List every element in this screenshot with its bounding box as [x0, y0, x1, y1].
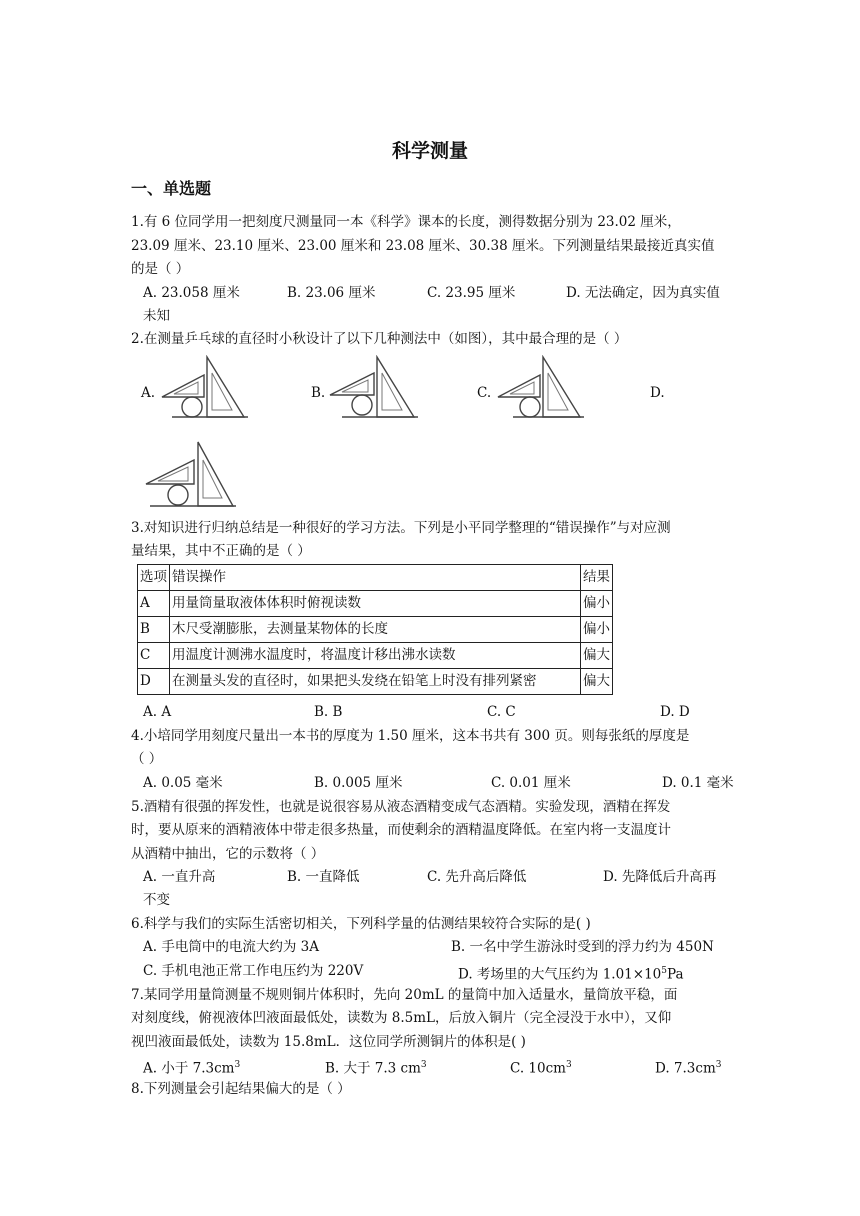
q4-option-a: A. 0.05 毫米: [143, 775, 223, 791]
table-row: [138, 617, 613, 643]
table-cell: 在测量头发的直径时，如果把头发绕在铅笔上时没有排列紧密: [170, 669, 581, 695]
q7-option-c: C. $10cm^3$: [510, 1060, 572, 1077]
table-cell: A: [138, 591, 170, 617]
q1-line-3: 的是（ ）: [131, 261, 190, 277]
q1-option-d: D. 无法确定，因为真实值: [566, 285, 720, 301]
table-cell: C: [138, 643, 170, 669]
q2-figure-c: [488, 355, 588, 425]
table-cell: 用量筒量取液体体积时俯视读数: [170, 591, 581, 617]
q7-option-a: A. 小于 $7.3cm^3$: [143, 1060, 241, 1077]
q6-option-d: D. 考场里的大气压约为 $1.01\times 10^5Pa$: [458, 966, 684, 983]
q1-option-d-cont: 未知: [143, 308, 170, 324]
q6-option-b: B. 一名中学生游泳时受到的浮力约为 450N: [451, 939, 714, 955]
table-header-cell: 选项: [138, 565, 170, 591]
q2-figure-a: [152, 355, 252, 425]
table-header-cell: 结果: [581, 565, 613, 591]
q3-line-2: 量结果，其中不正确的是（ ）: [131, 543, 311, 559]
q5-option-d-cont: 不变: [143, 892, 170, 908]
q5-option-a: A. 一直升高: [143, 869, 216, 885]
q3-table: [137, 564, 613, 695]
q2-label-a: A.: [141, 385, 156, 401]
q7-line-1: 7.某同学用量筒测量不规则铜片体积时，先向 20mL 的量筒中加入适量水，量筒放平稳，面: [131, 987, 678, 1003]
q3-option-c: C. C: [487, 704, 516, 720]
table-row: [138, 643, 613, 669]
q2-figure-d: [138, 440, 238, 515]
table-cell: 偏小: [581, 591, 613, 617]
q4-option-d: D. 0.1 毫米: [662, 775, 734, 791]
q3-option-a: A. A: [143, 704, 172, 720]
q1-option-b: B. 23.06 厘米: [287, 285, 376, 301]
q5-option-d: D. 先降低后升高再: [603, 869, 717, 885]
q3-option-b: B. B: [314, 704, 343, 720]
q7-option-d: D. $7.3cm^3$: [655, 1060, 722, 1077]
q2-line: 2.在测量乒乓球的直径时小秋设计了以下几种测法中（如图），其中最合理的是（ ）: [131, 331, 628, 347]
q1-line-1: 1.有 6 位同学用一把刻度尺测量同一本《科学》课本的长度，测得数据分别为 23.02 厘米，: [131, 214, 681, 230]
table-cell: D: [138, 669, 170, 695]
q3-option-d: D. D: [660, 704, 690, 720]
q7-option-b: B. 大于 7.3 $cm^3$: [325, 1060, 427, 1077]
table-cell: 木尺受潮膨胀，去测量某物体的长度: [170, 617, 581, 643]
table-cell: 偏小: [581, 617, 613, 643]
q5-option-b: B. 一直降低: [287, 869, 360, 885]
table-cell: 用温度计测沸水温度时，将温度计移出沸水读数: [170, 643, 581, 669]
q7-line-3: 视凹液面最低处，读数为 15.8mL．这位同学所测铜片的体积是( ): [131, 1034, 526, 1050]
q2-label-b: B.: [311, 385, 326, 401]
page-title: 科学测量: [391, 140, 468, 162]
q1-option-c: C. 23.95 厘米: [427, 285, 516, 301]
section-heading: 一、单选题: [131, 179, 212, 198]
q5-line-3: 从酒精中抽出，它的示数将（ ）: [131, 846, 325, 862]
table-cell: 偏大: [581, 669, 613, 695]
q6-option-a: A. 手电筒中的电流大约为 3A: [143, 939, 319, 955]
table-header-cell: 错误操作: [170, 565, 581, 591]
q5-line-1: 5.酒精有很强的挥发性，也就是说很容易从液态酒精变成气态酒精。实验发现，酒精在挥发: [131, 799, 671, 815]
q4-line-1: 4.小培同学用刻度尺量出一本书的厚度为 1.50 厘米，这本书共有 300 页。则每张纸的厚度是: [131, 728, 690, 744]
q1-option-a: A. 23.058 厘米: [143, 285, 240, 301]
q8-line: 8.下列测量会引起结果偏大的是（ ）: [131, 1081, 351, 1097]
q6-option-c: C. 手机电池正常工作电压约为 220V: [143, 963, 364, 979]
q2-label-d: D.: [650, 385, 665, 401]
q2-label-c: C.: [477, 385, 492, 401]
q5-option-c: C. 先升高后降低: [427, 869, 527, 885]
table-row: [138, 591, 613, 617]
q3-line-1: 3.对知识进行归纳总结是一种很好的学习方法。下列是小平同学整理的“错误操作”与对应测: [131, 520, 671, 536]
q5-line-2: 时，要从原来的酒精液体中带走很多热量，而使剩余的酒精温度降低。在室内将一支温度计: [131, 822, 671, 838]
q1-line-2: 23.09 厘米、23.10 厘米、23.00 厘米和 23.08 厘米、30.38 厘米。下列测量结果最接近真实值: [131, 238, 715, 254]
q4-option-b: B. 0.005 厘米: [314, 775, 403, 791]
table-header-row: [138, 565, 613, 591]
table-cell: 偏大: [581, 643, 613, 669]
q4-line-2: （ ）: [131, 751, 163, 767]
table-cell: B: [138, 617, 170, 643]
q2-figure-b: [322, 355, 422, 425]
table-row: [138, 669, 613, 695]
q6-line: 6.科学与我们的实际生活密切相关，下列科学量的估测结果较符合实际的是( ): [131, 916, 591, 932]
q4-option-c: C. 0.01 厘米: [491, 775, 571, 791]
q7-line-2: 对刻度线，俯视液体凹液面最低处，读数为 8.5mL，后放入铜片（完全浸没于水中），又仰: [131, 1010, 672, 1026]
